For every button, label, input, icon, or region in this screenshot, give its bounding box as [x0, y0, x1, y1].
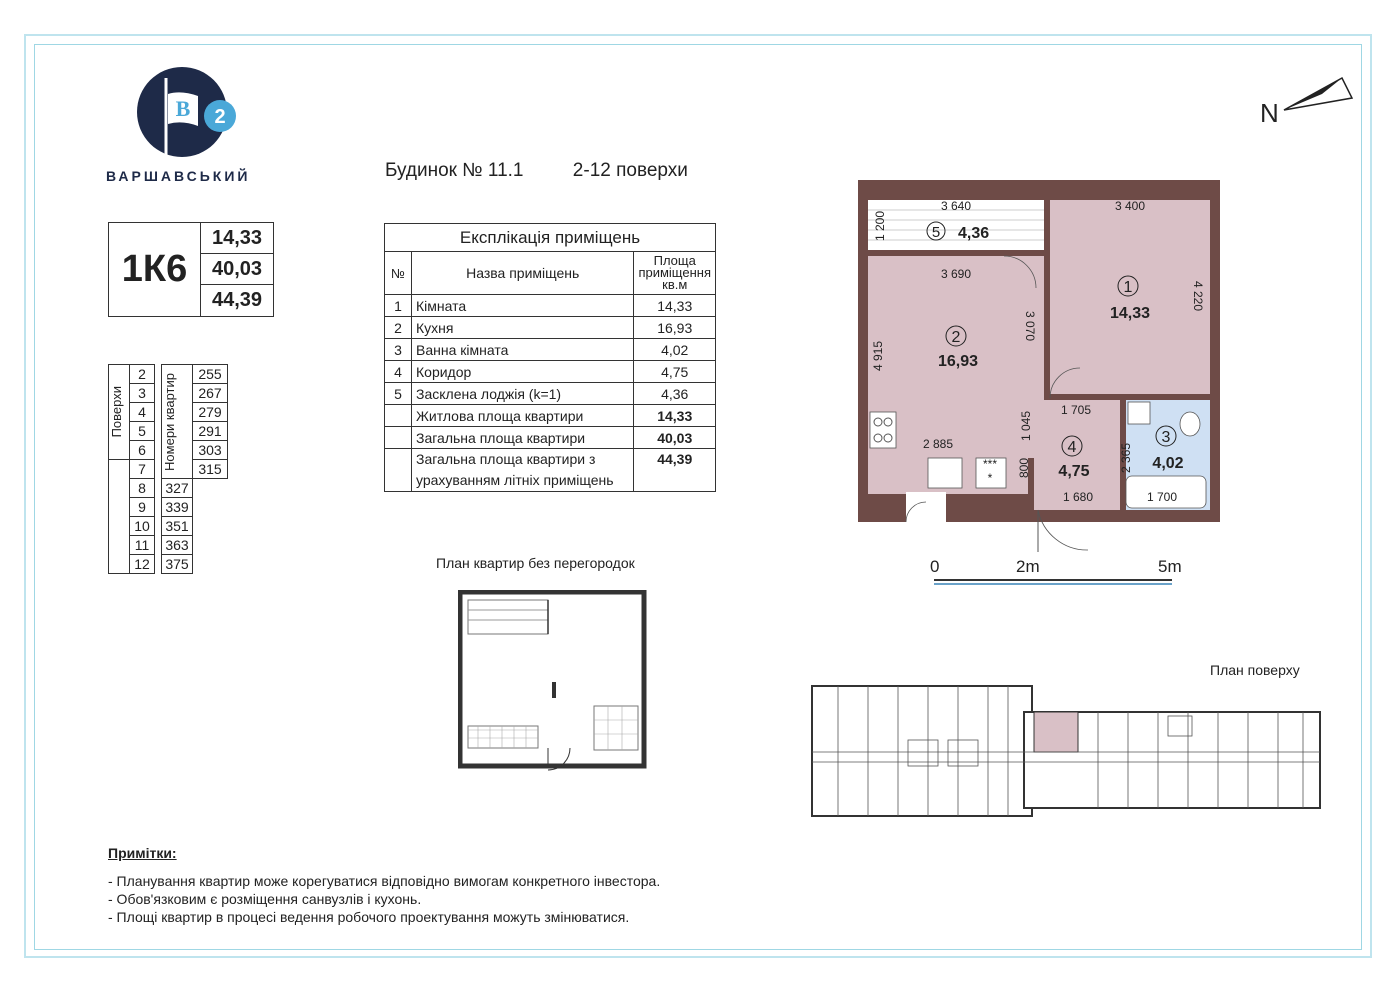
- room-area: 4,02: [634, 339, 716, 361]
- total-area: 44,39: [634, 449, 716, 492]
- room-5-area: 4,36: [958, 225, 990, 242]
- logo-letter: B: [175, 96, 191, 121]
- notes-title: Примітки:: [108, 845, 177, 861]
- north-label: N: [1260, 98, 1279, 128]
- floor-number: 3: [130, 384, 155, 403]
- dimension-label: 4 915: [871, 340, 885, 372]
- total-row: [385, 449, 716, 492]
- room-4-area: 4,75: [1058, 463, 1090, 480]
- apartment-code-box: [108, 222, 274, 317]
- room-area: 4,36: [634, 383, 716, 405]
- floor-number: 6: [130, 441, 155, 460]
- floors-label-cell: [109, 365, 130, 460]
- plan-without-partitions: [458, 590, 648, 780]
- washbasin-icon: [1128, 402, 1150, 424]
- room-2-number: 2: [951, 329, 961, 346]
- room-5-number: 5: [931, 224, 941, 241]
- dimension-label: 3 640: [940, 199, 972, 213]
- north-arrow-icon: [1282, 74, 1358, 114]
- table-row: [385, 339, 716, 361]
- scale-bar: [934, 578, 1174, 588]
- apt-label-cell: [162, 365, 193, 479]
- floor-number: 12: [130, 555, 155, 574]
- apartment-number: 327: [162, 479, 193, 498]
- dimension-label: 4 220: [1191, 280, 1205, 312]
- col-number-header: №: [385, 252, 412, 295]
- scale-label-2m: 2m: [1016, 557, 1040, 576]
- logo-icon: [136, 66, 240, 166]
- table-row: [385, 361, 716, 383]
- sink-icon: [928, 458, 962, 488]
- room-name: Кухня: [412, 317, 634, 339]
- note-item: - Обов'язковим є розміщення санвузлів і кухонь.: [108, 891, 422, 907]
- apartment-number: 267: [193, 384, 228, 403]
- room-name: Коридор: [412, 361, 634, 383]
- row-number: 4: [385, 361, 412, 383]
- symbol-label: ***: [982, 457, 998, 471]
- apartment-numbers-label: Номери квартир: [162, 372, 177, 471]
- plan-without-partitions-label: План квартир без перегородок: [436, 555, 635, 571]
- total-name: Житлова площа квартири: [412, 405, 634, 427]
- room-3-area: 4,02: [1152, 455, 1184, 472]
- total-name: Загальна площа квартири з урахуванням літніх приміщень: [412, 449, 634, 492]
- room-area: 14,33: [634, 295, 716, 317]
- room-area: 4,75: [634, 361, 716, 383]
- total-area-value: 40,03: [201, 254, 273, 285]
- total-row: [385, 405, 716, 427]
- dimension-label: 2 365: [1119, 442, 1133, 474]
- total-name: Загальна площа квартири: [412, 427, 634, 449]
- scale-label-5m: 5m: [1158, 557, 1182, 576]
- apartment-number: 279: [193, 403, 228, 422]
- floor-number: 10: [130, 517, 155, 536]
- apartment-number: 315: [193, 460, 228, 479]
- floors-label: Поверхи: [109, 386, 124, 438]
- row-number: 2: [385, 317, 412, 339]
- dimension-label: 3 070: [1023, 310, 1037, 342]
- explication-title: Експлікація приміщень: [385, 224, 716, 252]
- dimension-label: 1 705: [1060, 403, 1092, 417]
- dimension-label: 2 885: [922, 437, 954, 451]
- apartment-code: 1К6: [109, 223, 201, 316]
- living-area-value: 14,33: [201, 223, 273, 254]
- total-area: 14,33: [634, 405, 716, 427]
- logo-brand: ВАРШАВСЬКИЙ: [106, 168, 251, 184]
- room-1: [1050, 200, 1210, 394]
- floor-number: 5: [130, 422, 155, 441]
- room-name: Засклена лоджія (k=1): [412, 383, 634, 405]
- col-name-header: Назва приміщень: [412, 252, 634, 295]
- floor-number: 2: [130, 365, 155, 384]
- highlighted-apartment: [1034, 712, 1078, 752]
- floor-plan-label: План поверху: [1210, 662, 1300, 678]
- toilet-icon: [1180, 412, 1200, 436]
- floor-number: 11: [130, 536, 155, 555]
- total-area-summer-value: 44,39: [211, 289, 263, 311]
- floors-range: 2-12 поверхи: [572, 160, 688, 181]
- floors-table: [108, 364, 228, 574]
- total-area: 40,03: [634, 427, 716, 449]
- symbol-label: *: [987, 471, 993, 485]
- room-1-area: 14,33: [1109, 305, 1151, 322]
- scale-label-0: 0: [930, 557, 940, 576]
- apartment-plan: [854, 176, 1226, 556]
- apartment-number: 291: [193, 422, 228, 441]
- room-area: 16,93: [634, 317, 716, 339]
- table-row: [385, 383, 716, 405]
- table-row: [385, 295, 716, 317]
- note-item: - Площі квартир в процесі ведення робочого проектування можуть змінюватися.: [108, 909, 630, 925]
- room-2-area: 16,93: [937, 353, 979, 370]
- dimension-label: 1 700: [1146, 490, 1178, 504]
- row-number: 5: [385, 383, 412, 405]
- building-number: Будинок № 11.1: [385, 160, 524, 181]
- stove-icon: [870, 412, 896, 448]
- apartment-number: 255: [193, 365, 228, 384]
- explication-table: [384, 223, 716, 492]
- apartment-number: 351: [162, 517, 193, 536]
- note-item: - Планування квартир може корегуватися відповідно вимогам конкретного інвестора.: [108, 873, 661, 889]
- dimension-label: 800: [1017, 457, 1031, 479]
- table-row: [385, 317, 716, 339]
- room-4-number: 4: [1067, 439, 1077, 456]
- apartment-number: 303: [193, 441, 228, 460]
- row-number: 1: [385, 295, 412, 317]
- floor-plan: [808, 682, 1324, 822]
- page-title: [385, 160, 688, 182]
- floor-number: 4: [130, 403, 155, 422]
- floor-number: 8: [130, 479, 155, 498]
- apartment-number: 375: [162, 555, 193, 574]
- floor-number: 7: [130, 460, 155, 479]
- dimension-label: 1 680: [1062, 490, 1094, 504]
- col-area-header: Площа приміщення кв.м: [634, 252, 716, 295]
- room-name: Ванна кімната: [412, 339, 634, 361]
- room-3-number: 3: [1161, 429, 1171, 446]
- logo-number: 2: [214, 106, 226, 128]
- apartment-number: 363: [162, 536, 193, 555]
- dimension-label: 1 045: [1019, 410, 1033, 442]
- row-number: 3: [385, 339, 412, 361]
- floor-number: 9: [130, 498, 155, 517]
- dimension-label: 3 690: [940, 267, 972, 281]
- notes: [108, 844, 660, 926]
- total-row: [385, 427, 716, 449]
- room-name: Кімната: [412, 295, 634, 317]
- dimension-label: 3 400: [1114, 199, 1146, 213]
- apartment-number: 339: [162, 498, 193, 517]
- dimension-label: 1 200: [873, 210, 887, 242]
- room-1-number: 1: [1123, 279, 1133, 296]
